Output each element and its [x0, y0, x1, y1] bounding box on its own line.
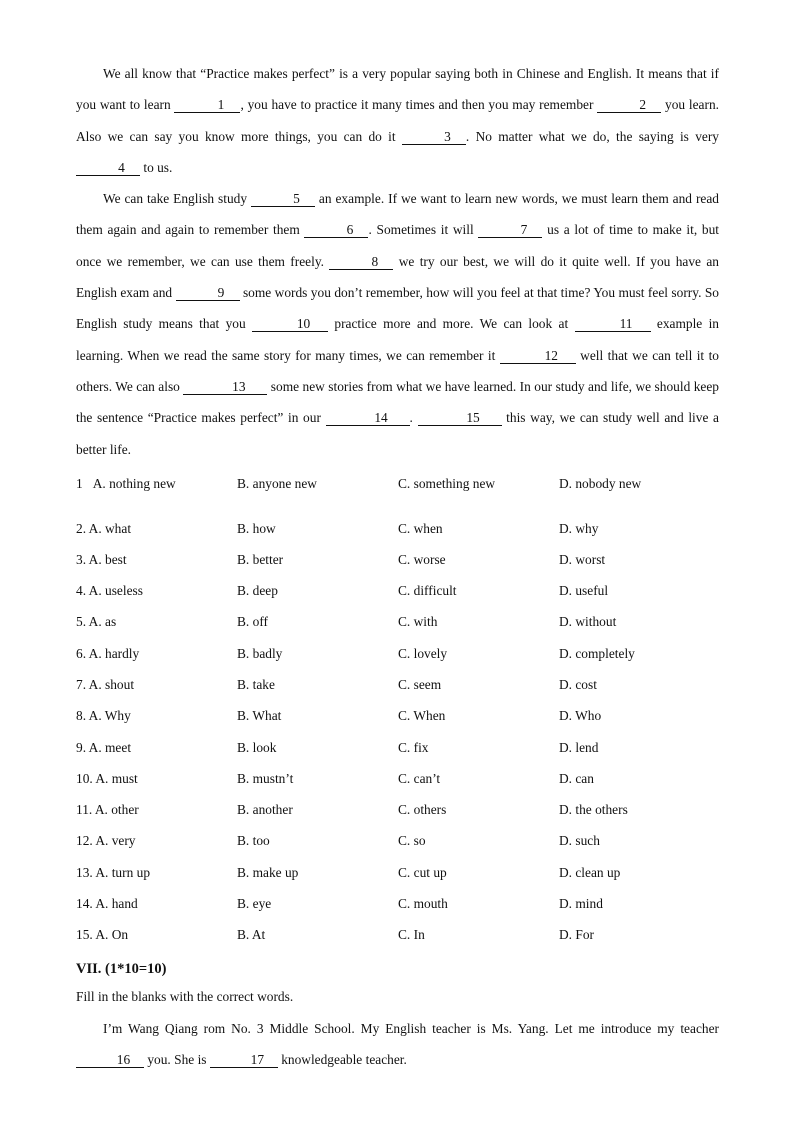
question-option-a: 7. A. shout	[76, 676, 135, 692]
question-option-a: 14. A. hand	[76, 896, 138, 912]
question-row	[76, 513, 719, 544]
question-option-b: B. eye	[237, 896, 272, 912]
question-option-a: 2. A. what	[76, 520, 132, 536]
question-option-c: C. seem	[398, 676, 442, 692]
section-instruction: Fill in the blanks with the correct words.	[76, 989, 294, 1005]
question-option-c: C. When	[398, 708, 446, 724]
question-row	[76, 732, 719, 763]
question-option-a: 5. A. as	[76, 614, 117, 630]
question-option-b: B. too	[237, 833, 270, 849]
passage-paragraph-2: We can take English study 5 an example. If we want to learn new words, we must learn them and read them again and again to remember them 6 . Sometimes it will 7 us a lot of time to make it, but once we remember, we can use them freely. 8 we try our best, we will do it quite well. If you have an English exam and 9 some words you don’t remember, how will you feel at that time? You must feel sorry. So English study means that you 10 practice more and more. We can look at 11 example in learning. When we read the same story for many times, we can remember it 12 well that we can tell it to others. We can also 13 some new stories from what we have learned. In our study and life, we should keep the sentence “Practice makes perfect” in our 14 . 15 this way, we can study well and live a better life.	[76, 191, 719, 457]
question-option-b: B. deep	[237, 583, 278, 599]
question-option-c: C. worse	[398, 551, 446, 567]
question-row	[76, 826, 719, 857]
question-option-c: C. something new	[398, 475, 496, 491]
answer-blank[interactable]: 13	[183, 380, 267, 395]
question-option-c: C. fix	[398, 739, 429, 755]
answer-blank[interactable]: 6	[304, 223, 368, 238]
question-option-a: 15. A. On	[76, 927, 129, 943]
question-option-b: B. another	[237, 802, 293, 818]
question-row	[76, 607, 719, 638]
question-option-a	[76, 476, 237, 492]
question-row	[76, 471, 719, 513]
question-option-d: D. why	[559, 520, 599, 536]
question-option-a: 8. A. Why	[76, 708, 131, 724]
question-row	[76, 638, 719, 669]
question-option-b: B. how	[237, 520, 276, 536]
option-a-text: A. nothing new	[92, 475, 176, 491]
question-option-d: D. Who	[559, 708, 602, 724]
question-option-d: D. without	[559, 614, 617, 630]
question-number: 1	[76, 475, 83, 491]
question-option-c: C. lovely	[398, 645, 448, 661]
question-rows	[76, 513, 719, 951]
question-option-d: D. completely	[559, 645, 635, 661]
answer-blank[interactable]: 14	[326, 411, 410, 426]
question-option-b: B. anyone new	[237, 475, 317, 491]
question-option-a: 9. A. meet	[76, 739, 132, 755]
answer-blank[interactable]: 10	[252, 317, 328, 332]
question-option-b: B. badly	[237, 645, 283, 661]
question-option-d: D. mind	[559, 896, 603, 912]
section7-paragraph-1: I’m Wang Qiang rom No. 3 Middle School. My English teacher is Ms. Yang. Let me introduce my teacher 16 you. She is 17 knowledgeable teacher.	[76, 1013, 719, 1076]
question-option-c: C. with	[398, 614, 438, 630]
answer-blank[interactable]: 1	[174, 98, 240, 113]
question-option-b: B. off	[237, 614, 268, 630]
question-option-b: B. What	[237, 708, 282, 724]
question-option-a: 3. A. best	[76, 551, 127, 567]
answer-blank[interactable]: 15	[418, 411, 502, 426]
question-option-b: B. make up	[237, 864, 299, 880]
question-option-b: B. At	[237, 927, 266, 943]
question-row	[76, 795, 719, 826]
answer-blank[interactable]: 5	[251, 192, 315, 207]
question-option-b: B. look	[237, 739, 277, 755]
answer-blank[interactable]: 2	[597, 98, 661, 113]
question-option-c: C. cut up	[398, 864, 447, 880]
question-option-d: D. For	[559, 927, 594, 943]
answer-blank[interactable]: 17	[210, 1053, 278, 1068]
answer-blank[interactable]: 11	[575, 317, 651, 332]
question-option-d: D. the others	[559, 802, 628, 818]
answer-blank[interactable]: 9	[176, 286, 240, 301]
question-option-a: 12. A. very	[76, 833, 136, 849]
question-option-a: 13. A. turn up	[76, 864, 151, 880]
question-row	[76, 544, 719, 575]
question-row	[76, 669, 719, 700]
answer-blank[interactable]: 3	[402, 130, 466, 145]
question-row	[76, 857, 719, 888]
question-option-c: C. others	[398, 802, 447, 818]
question-row	[76, 575, 719, 606]
question-options-list	[76, 471, 719, 951]
question-option-d: D. worst	[559, 551, 606, 567]
question-option-c: C. In	[398, 927, 425, 943]
question-option-d: D. such	[559, 833, 600, 849]
passage-paragraph-1: We all know that “Practice makes perfect” is a very popular saying both in Chinese and English. It means that if you want to learn 1 , you have to practice it many times and then you may remember 2 you learn. Also we can say you know more things, you can do it 3 . No matter what we do, the saying is very 4 to us.	[76, 66, 719, 175]
answer-blank[interactable]: 16	[76, 1053, 144, 1068]
question-option-d: D. clean up	[559, 864, 621, 880]
question-row	[76, 888, 719, 919]
question-option-a: 11. A. other	[76, 802, 139, 818]
question-row	[76, 701, 719, 732]
question-option-a: 6. A. hardly	[76, 645, 140, 661]
question-option-b: B. better	[237, 551, 284, 567]
answer-blank[interactable]: 7	[478, 223, 542, 238]
question-option-d: D. useful	[559, 583, 609, 599]
question-option-b: B. take	[237, 676, 275, 692]
question-option-d: D. cost	[559, 676, 597, 692]
question-option-c: C. when	[398, 520, 443, 536]
answer-blank[interactable]: 8	[329, 255, 393, 270]
question-option-c: C. mouth	[398, 896, 448, 912]
answer-blank[interactable]: 4	[76, 161, 140, 176]
question-option-d: D. nobody new	[559, 475, 642, 491]
question-option-d: D. lend	[559, 739, 599, 755]
question-option-c: C. can’t	[398, 770, 441, 786]
question-option-d: D. can	[559, 770, 594, 786]
section-title: VII. (1*10=10)	[76, 961, 167, 978]
question-row	[76, 920, 719, 951]
worksheet-page	[76, 58, 719, 1076]
question-option-a: 10. A. must	[76, 770, 138, 786]
question-option-a: 4. A. useless	[76, 583, 143, 599]
question-row	[76, 763, 719, 794]
answer-blank[interactable]: 12	[500, 349, 576, 364]
question-option-b: B. mustn’t	[237, 770, 294, 786]
question-option-c: C. so	[398, 833, 426, 849]
question-option-c: C. difficult	[398, 583, 457, 599]
